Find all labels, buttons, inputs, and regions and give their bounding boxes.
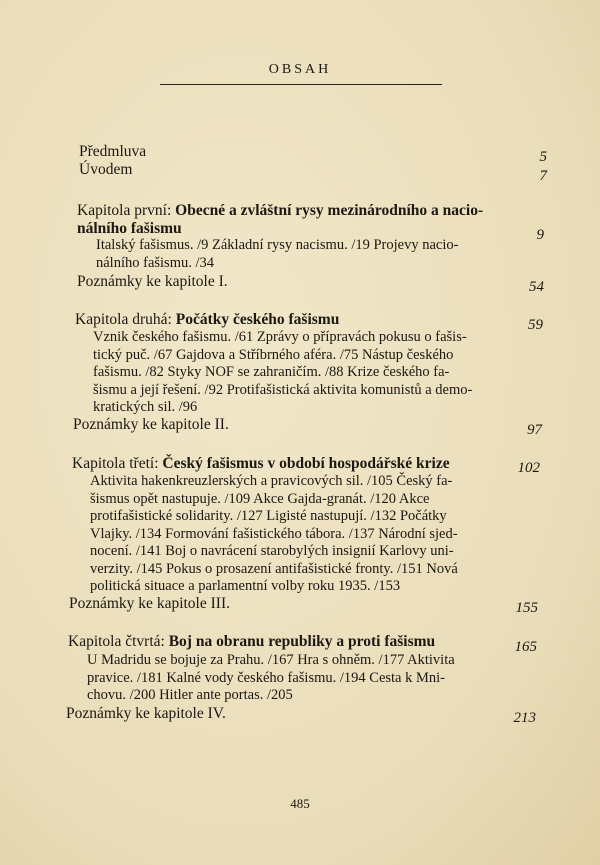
subsection-line: chovu. /200 Hitler ante portas. /205: [87, 687, 293, 703]
subsection-line: Italský fašismus. /9 Základní rysy nacismu. /19 Projevy nacio-: [96, 237, 459, 253]
chapter-3-subsections: [90, 473, 497, 596]
chapter-1-subsections: [96, 237, 500, 272]
page-number: 485: [290, 796, 310, 811]
chapter-1-notes-page: 54: [529, 279, 544, 295]
toc-page-predmluva: 5: [539, 149, 547, 165]
subsection-line: šismu a její řešení. /92 Protifašistická aktivita komunistů a demo-: [93, 381, 473, 398]
subsection-line: tický puč. /67 Gajdova a Stříbrného aféra. /75 Nástup českého: [93, 346, 454, 363]
chapter-2-notes-page: 97: [527, 422, 542, 438]
chapter-3-heading: Kapitola třetí: Český fašismus v období hospodářské krize: [72, 455, 450, 472]
toc-entry-predmluva: Předmluva: [79, 143, 147, 160]
chapter-1-heading: Kapitola první: Obecné a zvláštní rysy mezinárodního a nacio-: [77, 202, 484, 219]
chapter-2-subsections: [93, 329, 498, 417]
subsection-line: kratických sil. /96: [93, 399, 198, 415]
subsection-line: Vlajky. /134 Formování fašistického tábora. /137 Národní sjed-: [90, 525, 458, 542]
chapter-3-notes: Poznámky ke kapitole III.: [69, 595, 230, 612]
chapter-4-notes-page: 213: [513, 710, 536, 726]
chapter-1-heading-cont: nálního fašismu: [77, 220, 182, 237]
subsection-line: verzity. /145 Pokus o prosazení antifašistické fronty. /151 Nová: [90, 560, 458, 577]
chapter-3-notes-page: 155: [515, 600, 538, 616]
toc-page-uvodem: 7: [539, 168, 547, 184]
chapter-2-heading: Kapitola druhá: Počátky českého fašismu: [75, 311, 340, 328]
subsection-line: nocení. /141 Boj o navrácení starobylých insignií Karlovy uni-: [90, 543, 454, 559]
chapter-1-page: 9: [536, 227, 544, 243]
subsection-line: fašismu. /82 Styky NOF se zahraničím. /88 Krize českého fa-: [93, 364, 450, 380]
chapter-4-page: 165: [514, 639, 537, 655]
chapter-3-page: 102: [517, 460, 540, 476]
title-rule: [160, 84, 442, 85]
chapter-4-subsections: [87, 652, 494, 705]
chapter-1-notes: Poznámky ke kapitole I.: [77, 273, 228, 290]
subsection-line: Vznik českého fašismu. /61 Zprávy o přípravách pokusu o fašis-: [93, 329, 467, 345]
subsection-line: nálního fašismu. /34: [96, 254, 215, 271]
subsection-line: protifašistické solidarity. /127 Ligisté nastupují. /132 Počátky: [90, 508, 447, 524]
page-title: OBSAH: [268, 62, 332, 77]
subsection-line: U Madridu se bojuje za Prahu. /167 Hra s ohněm. /177 Aktivita: [87, 652, 455, 668]
subsection-line: Aktivita hakenkreuzlerských a pravicových sil. /105 Český fa-: [90, 473, 453, 489]
toc-entry-uvodem: Úvodem: [79, 161, 133, 178]
chapter-2-notes: Poznámky ke kapitole II.: [73, 416, 229, 433]
chapter-2-page: 59: [528, 317, 543, 333]
chapter-4-heading: Kapitola čtvrtá: Boj na obranu republiky a proti fašismu: [68, 633, 436, 650]
subsection-line: šismus opět nastupuje. /109 Akce Gajda-granát. /120 Akce: [90, 490, 430, 507]
subsection-line: politická situace a parlamentní volby roku 1935. /153: [90, 578, 401, 594]
chapter-4-notes: Poznámky ke kapitole IV.: [66, 705, 226, 722]
subsection-line: pravice. /181 Kalné vody českého fašismu. /194 Cesta k Mni-: [87, 669, 445, 686]
